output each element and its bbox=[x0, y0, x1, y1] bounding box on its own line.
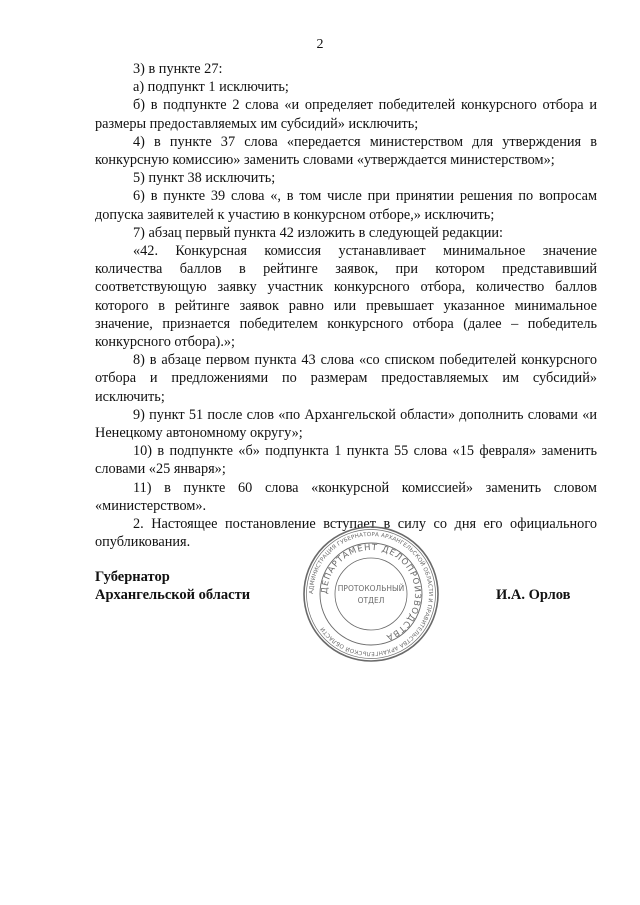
stamp-center-line2: ОТДЕЛ bbox=[357, 596, 385, 605]
paragraph-item: 4) в пункте 37 слова «передается министерством для утверждения в конкурсную комиссию» заменить словами «утверждается министерством»; bbox=[95, 133, 597, 169]
stamp-inner-ring bbox=[335, 558, 407, 630]
paragraph-item: а) подпункт 1 исключить; bbox=[133, 79, 289, 96]
stamp-outer-text: АДМИНИСТРАЦИЯ ГУБЕРНАТОРА АРХАНГЕЛЬСКОЙ ОБЛАСТИ И ПРАВИТЕЛЬСТВА АРХАНГЕЛЬСКОЙ ОБЛАСТИ bbox=[308, 531, 434, 657]
paragraph-item: 11) в пункте 60 слова «конкурсной комиссией» заменить словом «министерством». bbox=[95, 479, 597, 514]
official-stamp-seal bbox=[302, 525, 440, 663]
paragraph-item: «42. Конкурсная комиссия устанавливает минимальное значение количества баллов в рейтинге заявок, при котором представивший соответствующую заявку участник конкурсного отбора, количество баллов которого в рейтинге заявок равно или превышает указанное минимальное значение, признается победителем конкурсного отбора (далее – победитель конкурсного отбора).»; bbox=[95, 243, 597, 351]
stamp-inner-text: ДЕПАРТАМЕНТ ДЕЛОПРОИЗВОДСТВА bbox=[319, 542, 423, 643]
paragraph-item: 9) пункт 51 после слов «по Архангельской области» дополнить словами «и Ненецкому автономному округу»; bbox=[95, 406, 597, 442]
page-number: 2 bbox=[316, 37, 324, 52]
paragraph-item: 5) пункт 38 исключить; bbox=[133, 170, 276, 187]
signatory-title bbox=[95, 568, 250, 604]
signatory-name: И.А. Орлов bbox=[496, 587, 571, 603]
signatory-title-line2: Архангельской области bbox=[95, 587, 251, 603]
paragraph-item: 8) в абзаце первом пункта 43 слова «со списком победителей конкурсного отбора и предложениями по размерам предоставляемых им субсидий» исключить; bbox=[95, 352, 597, 405]
paragraph-item: 3) в пункте 27: bbox=[133, 61, 223, 77]
paragraph-item: 10) в подпункте «б» подпункта 1 пункта 55 слова «15 февраля» заменить словами «25 января»; bbox=[95, 443, 597, 478]
signatory-title-line1: Губернатор bbox=[95, 569, 170, 585]
stamp-center-line1: ПРОТОКОЛЬНЫЙ bbox=[337, 584, 405, 593]
paragraph-item: 6) в пункте 39 слова «, в том числе при принятии решения по вопросам допуска заявителей к участию в конкурсном отборе,» исключить; bbox=[95, 188, 597, 223]
paragraph-item: б) в подпункте 2 слова «и определяет победителей конкурсного отбора и размеры предоставляемых им субсидий» исключить; bbox=[95, 97, 597, 132]
document-body bbox=[95, 60, 597, 551]
paragraph-item: 2. Настоящее постановление вступает в силу со дня его официального опубликования. bbox=[95, 516, 597, 551]
paragraph-item: 7) абзац первый пункта 42 изложить в следующей редакции: bbox=[133, 224, 504, 241]
